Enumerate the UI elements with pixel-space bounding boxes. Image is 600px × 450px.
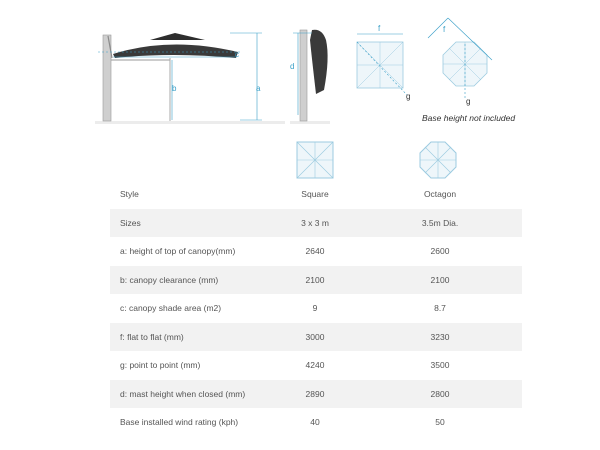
square-top-view-drawing bbox=[357, 34, 407, 95]
dimension-label-d: d bbox=[290, 62, 295, 71]
open-umbrella-drawing bbox=[95, 33, 285, 124]
row-label: a: height of top of canopy(mm) bbox=[120, 246, 236, 257]
row-label: d: mast height when closed (mm) bbox=[120, 388, 246, 399]
table-row: c: canopy shade area (m2) 9 8.7 bbox=[120, 303, 446, 314]
table-row: Sizes 3 x 3 m 3.5m Dia. bbox=[110, 209, 522, 238]
square-shape-icon bbox=[295, 140, 335, 180]
closed-umbrella-drawing bbox=[290, 30, 330, 124]
table-row: a: height of top of canopy(mm) 2640 2600 bbox=[120, 246, 450, 257]
dimension-label-g-square: g bbox=[406, 92, 411, 101]
dimension-label-c: c bbox=[235, 50, 239, 59]
row-label: g: point to point (mm) bbox=[120, 360, 201, 371]
diagram-drawings bbox=[0, 0, 600, 130]
row-label: Base installed wind rating (kph) bbox=[120, 417, 239, 428]
dimension-label-a: a bbox=[256, 84, 261, 93]
octagon-shape-icon bbox=[418, 140, 458, 180]
base-height-note: Base height not included bbox=[422, 113, 516, 123]
row-label: b: canopy clearance (mm) bbox=[120, 274, 219, 285]
table-row: b: canopy clearance (mm) 2100 2100 bbox=[110, 266, 522, 295]
row-label: Sizes bbox=[120, 217, 141, 228]
umbrella-dimension-diagram bbox=[0, 0, 600, 130]
dimension-label-b: b bbox=[172, 84, 177, 93]
table-row: Base installed wind rating (kph) 40 50 bbox=[120, 417, 445, 428]
row-label: f: flat to flat (mm) bbox=[120, 331, 184, 342]
specification-table bbox=[110, 180, 522, 437]
table-row: g: point to point (mm) 4240 3500 bbox=[120, 360, 450, 371]
dimension-label-f-octagon: f bbox=[443, 25, 446, 34]
octagon-top-view-drawing bbox=[428, 18, 492, 98]
dimension-label-g-octagon: g bbox=[466, 97, 471, 106]
table-row: d: mast height when closed (mm) 2890 2800 bbox=[110, 380, 522, 409]
table-row: f: flat to flat (mm) 3000 3230 bbox=[110, 323, 522, 352]
dimension-label-f-square: f bbox=[378, 24, 381, 33]
row-label: c: canopy shade area (m2) bbox=[120, 303, 222, 314]
header-style-label: Style bbox=[120, 189, 139, 200]
table-header-row: Style Square Octagon bbox=[120, 189, 457, 200]
